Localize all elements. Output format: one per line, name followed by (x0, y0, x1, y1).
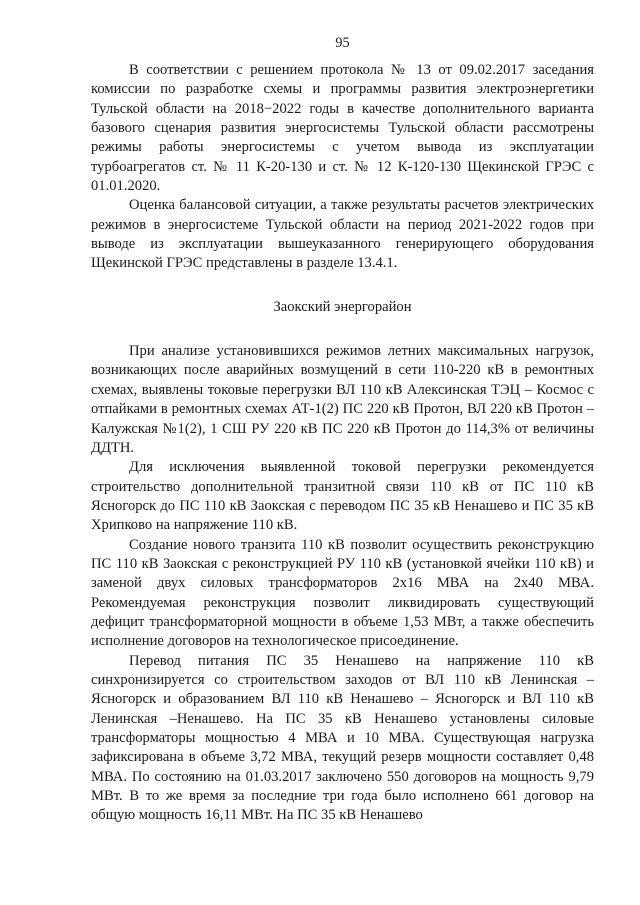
page-number: 95 (335, 35, 350, 51)
paragraph-new-transit: Создание нового транзита 110 кВ позволит осуществить реконструкцию ПС 110 кВ Заокская с реконструкцией РУ 110 кВ (установкой ячейки 110 кВ) и заменой двух силовых трансформаторов 2х16 МВА на 2х40 МВА. Рекомендуемая реконструкция позволит ликвидировать существующий дефицит трансформаторной мощности в объеме 1,53 МВт, а также обеспечить исполнение договоров на технологическое присоединение. (91, 536, 594, 650)
paragraph-protocol-decision: В соответствии с решением протокола № 13 от 09.02.2017 заседания комиссии по разработке схемы и программы развития электроэнергетики Тульской области на 2018−2022 годы в качестве дополнительного варианта базового сценария развития энергосистемы Тульской области рассмотрены режимы работы энергосистемы с учетом вывода из эксплуатации турбоагрегатов ст. № 11 К-20-130 и ст. № 12 К-120-130 Щекинской ГРЭС с 01.01.2020. (91, 62, 594, 195)
section-heading: Заокский энергорайон (273, 298, 412, 315)
paragraph-nenashevo-transfer: Перевод питания ПС 35 Ненашево на напряжение 110 кВ синхронизируется со строительством заходов от ВЛ 110 кВ Ленинская – Ясногорск и образованием ВЛ 110 кВ Ненашево – Ясногорск и ВЛ 110 кВ Ленинская –Ненашево. На ПС 35 кВ Ненашево установлены силовые трансформаторы мощностью 4 МВА и 10 МВА. Существующая нагрузка зафиксирована в объеме 3,72 МВА, текущий резерв мощности составляет 0,48 МВА. По состоянию на 01.03.2017 заключено 550 договоров на мощность 9,79 МВт. В то же время за последние три года было исполнено 661 договор на общую мощность 16,11 МВт. На ПС 35 кВ Ненашево (91, 652, 594, 824)
paragraph-steady-state-analysis: При анализе установившихся режимов летних максимальных нагрузок, возникающих после аварийных возмущений в сети 110-220 кВ в ремонтных схемах, выявлены токовые перегрузки ВЛ 110 кВ Алексинская ТЭЦ – Космос с отпайками в ремонтных схемах АТ-1(2) ПС 220 кВ Протон, ВЛ 220 кВ Протон – Калужская №1(2), 1 СШ РУ 220 кВ ПС 220 кВ Протон до 114,3% от величины ДДТН. (91, 343, 594, 456)
paragraph-overload-elimination: Для исключения выявленной токовой перегрузки рекомендуется строительство дополнительной транзитной связи 110 кВ от ПС 110 кВ Ясногорск до ПС 110 кВ Заокская с переводом ПС 35 кВ Ненашево и ПС 35 кВ Хрипково на напряжение 110 кВ. (91, 459, 594, 534)
paragraph-balance-assessment: Оценка балансовой ситуации, а также результаты расчетов электрических режимов в энергосистеме Тульской области на период 2021-2022 годов при выводе из эксплуатации вышеуказанного генерирующего оборудования Щекинской ГРЭС представлены в разделе 13.4.1. (91, 197, 594, 272)
